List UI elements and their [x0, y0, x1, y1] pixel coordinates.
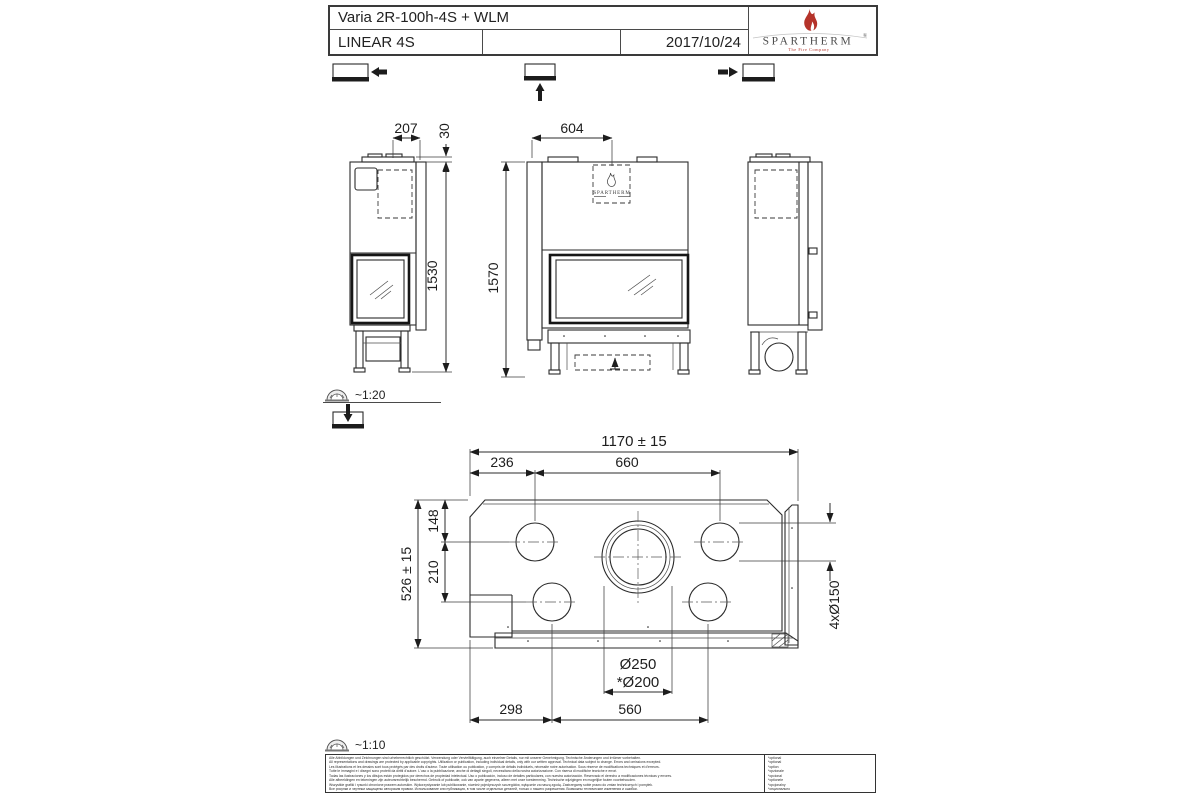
legal-line: Все рисунки и чертежи защищены авторским правом. Использование или публикация, в том числе отдельных деталей, только с нашего разрешения. Возможны технические изменения и ошибки. [329, 787, 638, 792]
dim-plan-flue-outer: Ø250 [619, 656, 657, 673]
scale-elevations [324, 388, 385, 402]
dim-plan-corner-holes: 4xØ150 [826, 580, 842, 630]
model-name: Varia 2R-100h-4S + WLM [330, 7, 748, 30]
legal-note: *opcjonalny [768, 782, 786, 787]
drawing-date: 2017/10/24 [665, 34, 741, 51]
dim-side-depth: 207 [394, 120, 418, 136]
scale-plan [324, 738, 385, 752]
plan-plate [470, 500, 798, 648]
legal-note: *optionele [768, 778, 784, 783]
side-view-right [748, 154, 822, 374]
dim-side-height: 1530 [424, 260, 440, 292]
brand-tagline: The Fire Company [788, 47, 830, 52]
front-view [485, 120, 690, 377]
spartherm-logo-graphic [749, 7, 871, 54]
registered-mark: ® [863, 33, 868, 39]
view-arrow-top-icon [331, 403, 367, 433]
dim-plan-width: 1170 ± 15 [601, 433, 667, 450]
empty-cell [483, 30, 621, 54]
legal-notice [325, 754, 876, 793]
plan-holes [509, 511, 746, 621]
view-arrow-right-icon [716, 61, 778, 87]
dim-plan-row-spacing: 210 [425, 560, 441, 584]
protractor-icon [324, 389, 350, 402]
dim-plan-top-spacing: 660 [615, 454, 639, 470]
view-arrow-front-icon [523, 61, 559, 103]
legal-note: *опционально [768, 787, 791, 792]
dim-plan-left-hole: 236 [490, 454, 514, 470]
legal-line: Alle Abbildungen und Zeichnungen sind urheberrechtlich geschützt. Verwendung oder Vervielfältigung, auch einzelner Details, nur mit unserer Genehmigung. Technische Änderungen und Irrtümer vorbehalten. [329, 756, 642, 760]
legal-note: *optional [768, 760, 782, 765]
legal-note: *opcional [768, 773, 782, 778]
legal-text-column [326, 755, 764, 792]
plan-view-drawing [398, 428, 850, 730]
legal-note: *opzionale [768, 769, 784, 774]
elevation-views-drawing [320, 113, 880, 389]
dim-plan-depth: 526 ± 15 [398, 546, 414, 602]
legal-line: Alle afbeeldingen en tekeningen zijn auteursrechtelijk beschermd. Gebruik of publicatie, ook van aparte gegevens, alleen met onze toestemming. Technische wijzigingen en mogelijke fouten voorbehouden. [329, 778, 636, 783]
legal-line: All representations and drawings are protected by applicable copyrights. Utilization or publication, including individual details, only with our written approval. Technical data subject to change. Errors and omissions excepted. [329, 760, 662, 765]
dim-plan-back-hole: 148 [425, 509, 441, 533]
side-view-left [350, 120, 452, 372]
legal-line: Todas las ilustraciones y los dibujos están protegidos por derechos de propiedad intelectual. Uso o publicación, incluso de detalles particulares, con nuestra autorización. Reservado el derecho a modificaciones técnicas y errores. [329, 773, 673, 778]
legal-optional-column [764, 755, 875, 792]
brand-logo [748, 7, 876, 54]
front-brand-text: SPARTHERM [593, 191, 631, 196]
dim-plan-flue-inner: *Ø200 [616, 674, 660, 691]
brand-name: SPARTHERM [762, 35, 854, 48]
dim-front-height: 1570 [485, 262, 501, 294]
dim-side-cap-height: 30 [436, 123, 452, 139]
legal-note: *option [768, 764, 779, 769]
dim-front-flue: 604 [560, 120, 584, 136]
legal-line: Tutte le immagini e i disegni sono protetti da diritti d'autore. L'uso o la pubblicazione, anche di dettagli singoli, necessitano della nostra autorizzazione. Con riserva di modifiche tecniche e errori. [329, 769, 618, 774]
protractor-icon [324, 739, 350, 752]
scale-plan-label: ~1:10 [355, 738, 386, 752]
scale-elevations-label: ~1:20 [355, 388, 386, 402]
front-flame-icon [607, 173, 615, 187]
dim-plan-bottom-spacing: 560 [618, 701, 642, 717]
series-name: LINEAR 4S [330, 30, 483, 54]
legal-note: *optional [768, 756, 782, 760]
legal-line: Les illustrations et les dessins sont tous protégés par des droits d'auteur. Toute utilisation ou publication, y compris de détails individuels, nécessite notre autorisation. Sous réserve de modifications techniques et d'erreurs. [329, 764, 660, 769]
dim-plan-bottom-left: 298 [499, 701, 523, 717]
legal-line: Wszystkie grafiki i rysunki chronione prawem autorskim. Wykorzystywanie lub publikowanie, również pojedynczych szczegółów, wyłącznie za naszą zgodą. Zastrzegamy sobie prawo do zmian technicznych i pomyłek. [329, 782, 653, 787]
view-arrow-left-icon [331, 61, 387, 87]
flame-icon [804, 9, 817, 31]
title-block [328, 5, 878, 56]
